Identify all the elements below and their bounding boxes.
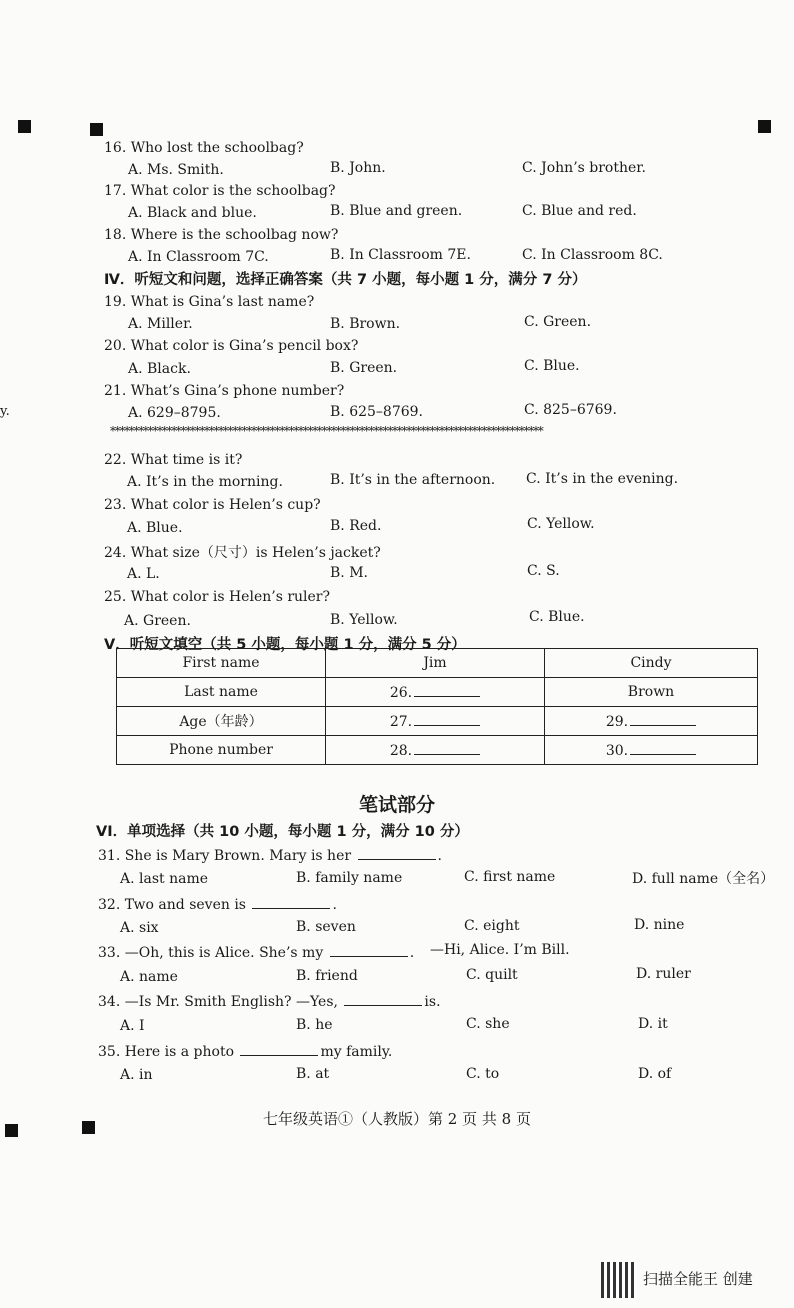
question-text [98, 993, 441, 1010]
section-heading-4: Ⅳ．听短文和问题，选择正确答案（共 7 小题，每小题 1 分，满分 7 分） [104, 272, 587, 288]
question-text: 21. What’s Gina’s phone number? [104, 383, 345, 399]
option-b: B. seven [296, 919, 356, 935]
option-b: B. 625–8769. [330, 404, 423, 420]
option-b: B. In Classroom 7E. [330, 247, 471, 263]
option-c: C. she [466, 1016, 510, 1032]
option-b: B. Yellow. [330, 612, 398, 628]
answer-blank[interactable] [414, 742, 480, 755]
question-stem: 33. —Oh, this is Alice. She’s my [98, 945, 324, 961]
option-d: D. it [638, 1016, 668, 1032]
option-c: C. Yellow. [527, 516, 595, 532]
option-b: B. Blue and green. [330, 203, 463, 219]
blank-number: 30. [605, 742, 629, 759]
option-c: C. to [466, 1066, 500, 1082]
option-a: A. last name [120, 871, 209, 887]
table-cell-jim [326, 707, 545, 736]
answer-blank[interactable] [252, 896, 330, 909]
table-cell-jim [326, 678, 545, 707]
option-d: D. nine [634, 917, 685, 933]
table-cell-cindy [545, 707, 758, 736]
answer-blank[interactable] [358, 847, 436, 860]
qr-code-icon [601, 1262, 637, 1298]
section-heading-6: VI．单项选择（共 10 小题，每小题 1 分，满分 10 分） [96, 824, 469, 840]
question-text: 18. Where is the schoolbag now? [104, 227, 339, 243]
option-b: B. John. [330, 160, 386, 176]
table-row [117, 736, 758, 765]
option-b: B. he [296, 1017, 333, 1033]
registration-mark [758, 120, 771, 133]
option-a: A. Green. [124, 613, 191, 629]
table-cell-jim: Jim [326, 649, 545, 678]
answer-blank[interactable] [330, 944, 408, 957]
question-text: 22. What time is it? [104, 452, 243, 468]
table-row [117, 707, 758, 736]
option-a: A. It’s in the morning. [127, 474, 283, 490]
question-text: 16. Who lost the schoolbag? [104, 140, 304, 156]
option-a: A. I [120, 1018, 145, 1034]
question-text: 19. What is Gina’s last name? [104, 294, 315, 310]
option-b: B. friend [296, 968, 358, 984]
option-c: C. It’s in the evening. [526, 471, 679, 487]
answer-blank[interactable] [344, 993, 422, 1006]
option-a: A. six [120, 920, 159, 936]
option-b: B. M. [330, 565, 368, 581]
table-cell-cindy: Cindy [545, 649, 758, 678]
registration-mark [90, 123, 103, 136]
question-text [98, 944, 414, 961]
answer-blank[interactable] [240, 1043, 318, 1056]
option-a: A. Black and blue. [128, 205, 257, 221]
option-d: D. ruler [636, 966, 691, 982]
star-divider: ******************************************************************************************** [110, 424, 543, 438]
blank-number: 28. [389, 742, 413, 759]
option-c: C. eight [464, 918, 520, 934]
answer-blank[interactable] [414, 713, 480, 726]
question-text [98, 1043, 392, 1060]
question-text [98, 896, 337, 913]
option-b: B. Red. [330, 518, 382, 534]
question-text: 17. What color is the schoolbag? [104, 183, 336, 199]
info-table [116, 648, 758, 765]
option-c: C. John’s brother. [522, 160, 646, 176]
option-a: A. Ms. Smith. [128, 162, 224, 178]
option-d: D. full name（全名） [632, 871, 775, 887]
option-a: A. In Classroom 7C. [128, 249, 269, 265]
option-a: A. Black. [128, 361, 191, 377]
page-footer: 七年级英语①（人教版）第 2 页 共 8 页 [263, 1110, 531, 1128]
question-text: 25. What color is Helen’s ruler? [104, 589, 331, 605]
question-text [98, 847, 442, 864]
question-stem-end: . [437, 848, 442, 864]
blank-number: 29. [605, 713, 629, 730]
question-stem-end: is. [424, 994, 441, 1010]
option-a: A. L. [127, 566, 160, 582]
question-text: 23. What color is Helen’s cup? [104, 497, 321, 513]
blank-number: 26. [389, 684, 413, 701]
registration-mark [18, 120, 31, 133]
table-label: Last name [117, 678, 326, 707]
option-a: A. Blue. [127, 520, 183, 536]
option-b: B. Green. [330, 360, 398, 376]
option-c: C. S. [527, 563, 560, 579]
option-b: B. family name [296, 870, 403, 886]
table-cell-cindy [545, 736, 758, 765]
scanner-watermark: 扫描全能王 创建 [643, 1270, 753, 1288]
question-text: 20. What color is Gina’s pencil box? [104, 338, 359, 354]
option-b: B. at [296, 1066, 330, 1082]
option-a: A. Miller. [128, 316, 193, 332]
answer-blank[interactable] [630, 742, 696, 755]
option-c: C. Green. [524, 314, 592, 330]
option-c: C. Blue. [524, 358, 580, 374]
question-stem: 35. Here is a photo [98, 1044, 235, 1060]
option-c: C. Blue and red. [522, 203, 637, 219]
blank-number: 27. [389, 713, 413, 730]
option-a: A. 629–8795. [128, 405, 221, 421]
question-stem-end: my family. [320, 1044, 393, 1060]
table-label: First name [117, 649, 326, 678]
table-label: Phone number [117, 736, 326, 765]
section-heading-5: V．听短文填空（共 5 小题，每小题 1 分，满分 5 分） [104, 637, 466, 653]
table-cell-cindy: Brown [545, 678, 758, 707]
question-stem-end: . [409, 945, 415, 961]
written-part-title: 笔试部分 [358, 794, 435, 816]
option-c: C. first name [464, 869, 556, 885]
question-text: 24. What size（尺寸）is Helen’s jacket? [104, 545, 381, 561]
option-c: C. Blue. [529, 609, 585, 625]
question-reply: —Hi, Alice. I’m Bill. [430, 942, 570, 958]
question-stem: 34. —Is Mr. Smith English? —Yes, [98, 994, 338, 1010]
option-b: B. Brown. [330, 316, 401, 332]
table-cell-jim [326, 736, 545, 765]
question-stem: 32. Two and seven is [98, 897, 246, 913]
option-c: C. In Classroom 8C. [522, 247, 663, 263]
option-a: A. in [120, 1067, 153, 1083]
table-row [117, 649, 758, 678]
answer-blank[interactable] [414, 684, 480, 697]
option-c: C. quilt [466, 967, 518, 983]
answer-blank[interactable] [630, 713, 696, 726]
table-row [117, 678, 758, 707]
edge-text: y. [0, 404, 10, 419]
question-stem-end: . [332, 897, 337, 913]
option-c: C. 825–6769. [524, 402, 617, 418]
option-d: D. of [638, 1066, 672, 1082]
option-b: B. It’s in the afternoon. [330, 472, 496, 488]
table-label: Age（年龄） [117, 707, 326, 736]
option-a: A. name [120, 969, 178, 985]
question-stem: 31. She is Mary Brown. Mary is her [98, 848, 352, 864]
